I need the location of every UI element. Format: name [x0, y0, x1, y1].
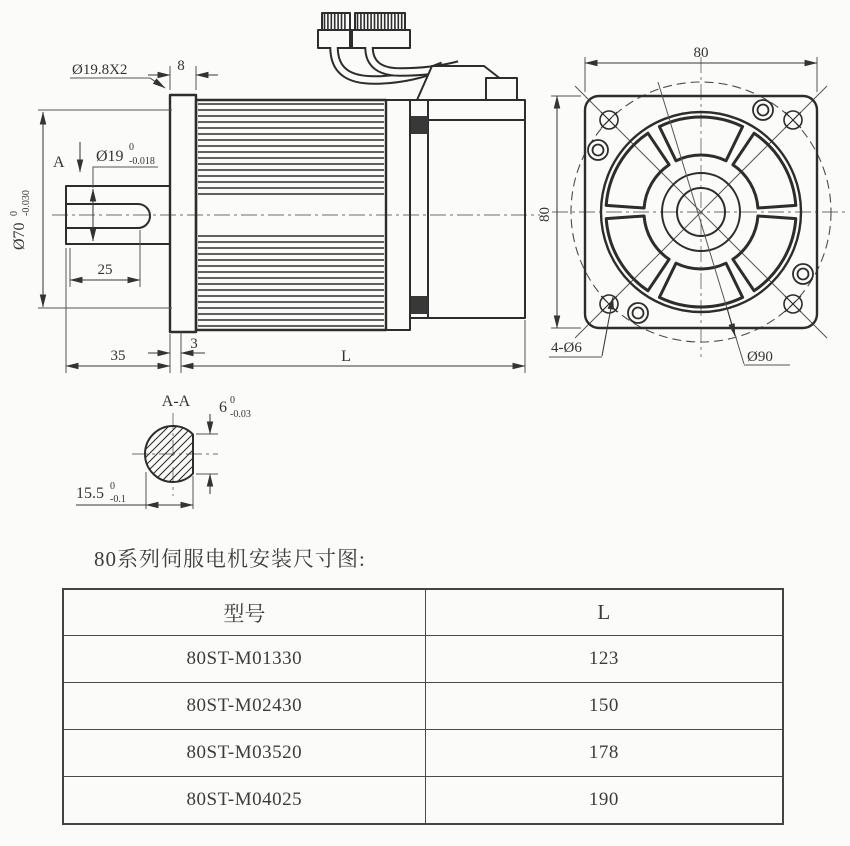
dim-key-width-tol-upper: 0 [230, 395, 235, 406]
dim-shaft-length: 35 [110, 348, 126, 364]
drawing-caption: 80系列伺服电机安装尺寸图: [94, 547, 366, 571]
table-header-row [63, 589, 783, 636]
keyway-slot [66, 204, 150, 228]
dim-bolt-circle: Ø90 [747, 349, 773, 365]
table-row [63, 636, 783, 683]
model-cell: 80ST-M03520 [63, 730, 425, 777]
mounting-flange [170, 95, 196, 332]
dim-pilot-dia [9, 190, 32, 250]
length-cell: 150 [425, 683, 783, 730]
length-cell: 123 [425, 636, 783, 683]
table-row [63, 730, 783, 777]
svg-text:Ø70: Ø70 [11, 222, 28, 250]
dim-flat-width-tol-upper: 0 [110, 481, 115, 492]
dim-mounting-holes: 4-Ø6 [551, 340, 582, 356]
model-cell: 80ST-M04025 [63, 777, 425, 825]
front-view [537, 45, 849, 365]
section-title: A-A [161, 393, 191, 410]
table-row [63, 777, 783, 825]
dim-shaft-dia-tol-lower: -0.018 [129, 156, 155, 167]
dimension-table [62, 588, 784, 825]
col-header-model: 型号 [63, 589, 425, 636]
col-header-length: L [425, 589, 783, 636]
dim-spigot: 3 [190, 336, 198, 352]
rear-housing [410, 100, 525, 318]
dim-flat-width-tol-lower: -0.1 [110, 494, 126, 505]
section-cut-label: A [53, 154, 65, 171]
dim-key-width: 6 [219, 399, 227, 416]
length-cell: 190 [425, 777, 783, 825]
dim-flange-thickness: 8 [177, 58, 185, 74]
dim-total-length: L [341, 348, 351, 365]
dim-key-width-tol-lower: -0.03 [230, 409, 251, 420]
dim-shaft-dia-tol-upper: 0 [129, 142, 134, 153]
terminal-block-bottom [411, 296, 428, 314]
terminal-block-top [411, 116, 428, 134]
side-view [9, 13, 540, 373]
table-row [63, 683, 783, 730]
dim-shaft-dia: Ø19 [96, 148, 124, 165]
signal-connector [318, 13, 352, 48]
svg-text:0: 0 [9, 211, 20, 216]
dim-flange-width: 80 [693, 45, 709, 61]
length-cell: 178 [425, 730, 783, 777]
connector-pins [358, 13, 402, 30]
dim-flange-height: 80 [537, 207, 553, 222]
dim-connector-text: Ø19.8X2 [72, 62, 128, 78]
dim-flat-width: 15.5 [76, 485, 104, 502]
power-connector [350, 13, 410, 48]
connector-pins [325, 13, 345, 30]
svg-text:-0.030: -0.030 [21, 190, 32, 216]
connector-mount [417, 66, 517, 100]
model-cell: 80ST-M02430 [63, 683, 425, 730]
section-view-aa [67, 393, 279, 509]
dim-keyway-length: 25 [97, 262, 113, 278]
model-cell: 80ST-M01330 [63, 636, 425, 683]
